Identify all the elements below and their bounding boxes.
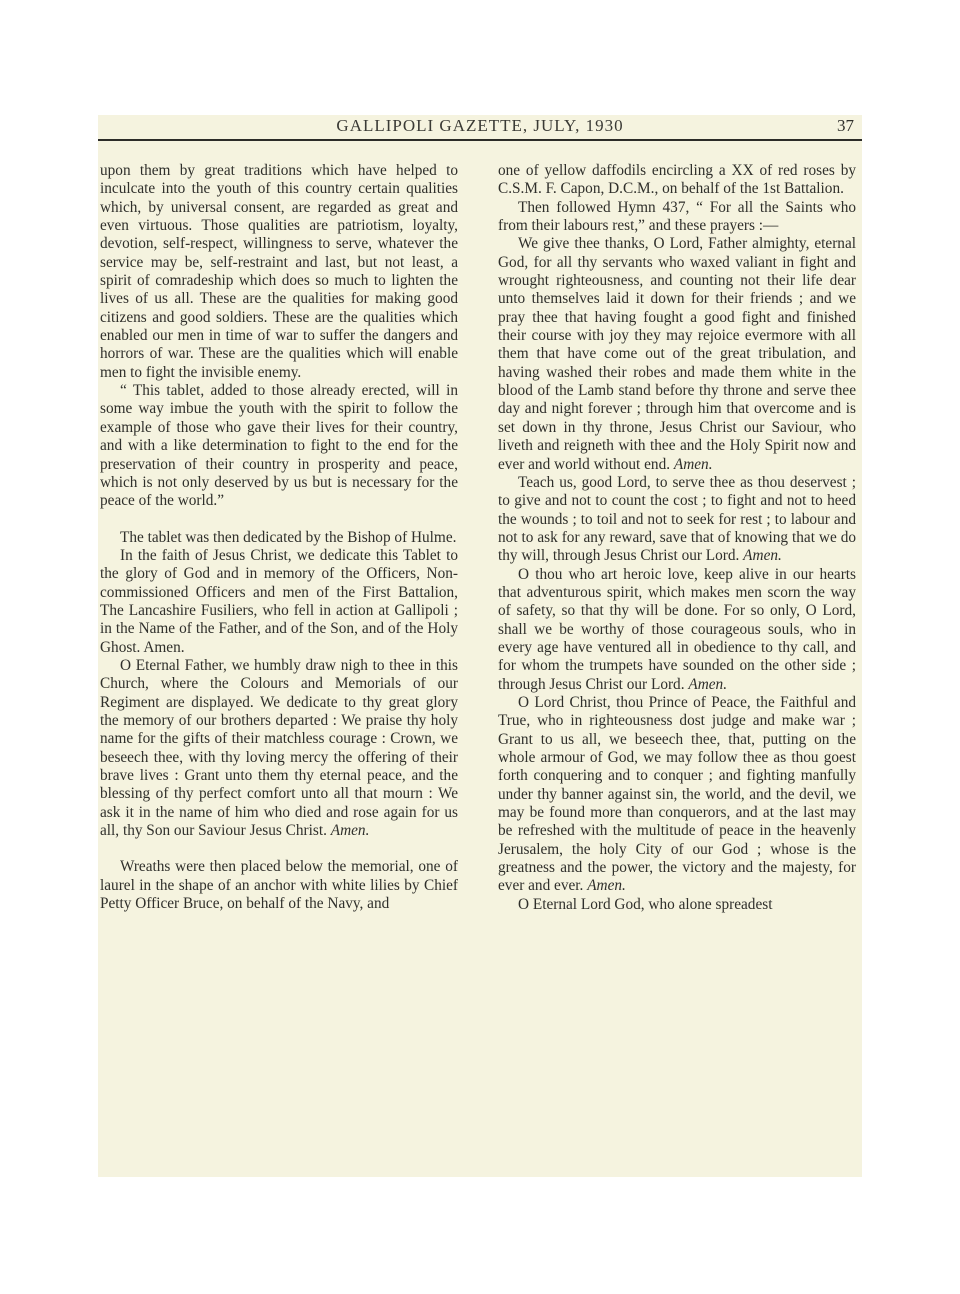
running-title: GALLIPOLI GAZETTE, JULY, 1930 [336, 116, 624, 135]
paragraph-prayer-prince-of-peace [498, 694, 856, 896]
paragraph-prayer-eternal-father [100, 657, 458, 840]
amen-italic: Amen. [743, 547, 782, 565]
paragraph-text: Teach us, good Lord, to serve thee as thou deservest ; to give and not to count the cost ; to fight and not to heed the wounds ; to toil and not to seek for rest ; to labour and not to ask for any reward, save that of knowing that we do thy will, through Jesus Christ our Lord. [498, 473, 856, 565]
paragraph-text: We give thee thanks, O Lord, Father almighty, eternal God, for all thy servants who waxed valiant in fight and wrought righteousness, and counting not their life dear unto themselves laid it down for their friends ; and we pray thee that having fought a good fight and finished their course with joy they may rejoice evermore with all them that have come out of the great tribulation, and having washed their robes and made them white in the blood of the Lamb stand before thy throne and serve thee day and night forever ; through him that overcome and is set down in thy throne, Jesus Christ our Saviour, who liveth and reigneth with thee and the Holy Spirit now and ever and world without end. [498, 235, 856, 473]
header-rule [98, 139, 862, 141]
paragraph-text: O Eternal Lord God, who alone spreadest [518, 895, 773, 913]
paragraph-prayer-heroic-love [498, 566, 856, 694]
paragraph-hymn [498, 199, 856, 236]
paragraph-text: In the faith of Jesus Christ, we dedicate this Tablet to the glory of God and in memory of the Officers, Non-commissioned Officers and men of the First Battalion, The Lancashire Fusiliers, who fell in action at Gallipoli ; in the Name of the Father, and of the Son, and of the Holy Ghost. Amen. [100, 546, 458, 656]
paragraph-prayer-thanks [498, 235, 856, 473]
left-column [100, 162, 458, 913]
amen-italic: Amen. [673, 455, 713, 473]
gazette-page [98, 115, 862, 1177]
page-number: 37 [837, 116, 854, 135]
right-column [498, 162, 856, 914]
amen-italic: Amen. [587, 877, 626, 895]
paragraph-prayer-teach-us [498, 474, 856, 566]
paragraph-text: one of yellow daffodils encircling a XX of red roses by C.S.M. F. Capon, D.C.M., on behalf of the 1st Battalion. [498, 162, 856, 198]
paragraph-text: The tablet was then dedicated by the Bishop of Hulme. [120, 528, 457, 546]
amen-italic: Amen. [688, 675, 728, 693]
paragraph-text: O Eternal Father, we humbly draw nigh to thee in this Church, where the Colours and Memorials of our Regiment are displayed. We dedicate to thy great glory the memory of our brothers departed : We praise thy holy name for the gifts of their matchless courage : Crown, we beseech thee, with thy loving mercy the offering of their brave lives : Grant unto them thy eternal peace, and the blessing of thy perfect comfort unto all that mourn : We ask it in the name of him who died and rose again for us all, thy Son our Saviour Jesus Christ. [100, 656, 458, 840]
paragraph-continuation [498, 162, 856, 199]
paragraph-text: Wreaths were then placed below the memorial, one of laurel in the shape of an anchor with white lilies by Chief Petty Officer Bruce, on behalf of the Navy, and [100, 858, 458, 913]
paragraph-prayer-eternal-lord [498, 896, 856, 914]
page-header [98, 115, 862, 137]
paragraph-text: upon them by great traditions which have helped to inculcate into the youth of this country certain qualities which, by universal consent, are regarded as great and even virtuous. Those qualities are patriotism, loyalty, devotion, self-respect, willingness to serve, whatever the service may be, self-restraint and last, but not least, a spirit of comradeship which does so much to lighten the lives of us all. These are the qualities for making good citizens and good soldiers. These are the qualities which enabled our men in time of war to suffer the dangers and horrors of war. These are the qualities which will enable men to fight the invisible enemy. [100, 162, 458, 381]
paragraph-dedication [100, 547, 458, 657]
paragraph-text: “ This tablet, added to those already erected, will in some way imbue the youth with the spirit to follow the example of those who gave their lives for their country, and with a like determination to fight to the end for the preservation of their country in prosperity and peace, which is not only deserved by us but is necessary for the peace of the world.” [100, 382, 458, 510]
paragraph-text: O thou who art heroic love, keep alive in our hearts that adventurous spirit, which makes men scorn the way of safety, so that thy will be done. For so only, O Lord, shall we be worthy of those courageous souls, who in every age have ventured all in obedience to thy call, and for whom the trumpets have sounded on the other side ; through Jesus Christ our Lord. [498, 565, 856, 693]
paragraph-text: Then followed Hymn 437, “ For all the Saints who from their labours rest,” and these prayers :— [498, 198, 856, 235]
paragraph-quote-tablet [100, 382, 458, 510]
amen-italic: Amen. [330, 822, 370, 840]
paragraph-continuation [100, 162, 458, 382]
paragraph-wreaths [100, 858, 458, 913]
paragraph-text: O Lord Christ, thou Prince of Peace, the Faithful and True, who in righteousness dost judge and make war ; Grant to us all, we beseech thee, that, putting on the whole armour of God, we may follow thee as thou goest forth conquering and to conquer ; and fighting manfully under thy banner against sin, the world, and the devil, we may be found more than conquerors, and at the last may be refreshed with the multitude of peace in the heavenly Jerusalem, the holy City of our God ; whose is the greatness and the power, the victory and the majesty, for ever and ever. [498, 693, 856, 895]
paragraph-dedication-intro [100, 529, 458, 547]
